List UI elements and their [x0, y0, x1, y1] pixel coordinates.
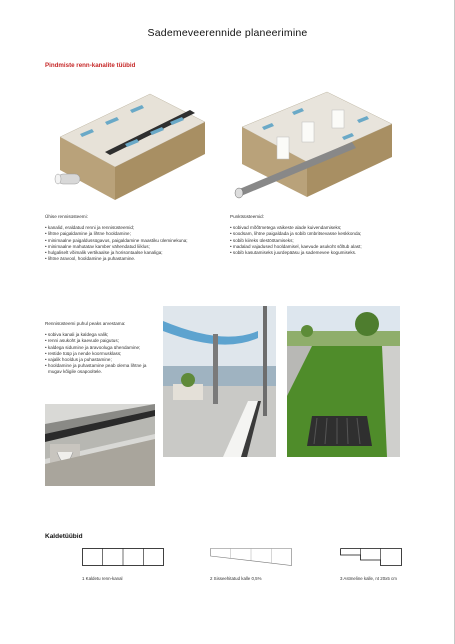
- considerations-text: [45, 321, 157, 376]
- list-item: • soodsam, lihtne paigaldada ja sobib ümbritsevasse keskkonda;: [230, 231, 405, 237]
- slope-caption-2: 2 Sisseehitatud kalle 0,5%: [210, 576, 262, 581]
- linear-channel-illustration: [50, 82, 210, 207]
- channel-cutaway-photo: [45, 404, 155, 486]
- list-item: • minimaalne paigaldussügavus, paigaldamine maastiku üleminekuna;: [45, 238, 205, 244]
- list-item: • restide tüüp ja nende koormusklass;: [45, 351, 157, 357]
- considerations-heading: Rennisüsteemi puhul peaks arvestama:: [45, 321, 126, 326]
- list-item: • lihtne äravool, hooldamine ja puhastamine.: [45, 256, 205, 262]
- point-system-text: [230, 214, 405, 256]
- page-subtitle: Pindmiste renn-kanalite tüübid: [45, 62, 136, 69]
- list-item: • madalad vajadused hooldamisel, kaevude asukoht sõltub alast;: [230, 244, 405, 250]
- bus-stop-photo: [163, 306, 276, 457]
- list-item: • sobiva kanali ja kaldega valik;: [45, 332, 157, 338]
- lawn-drain-photo: [287, 306, 400, 457]
- list-item: • renni asukoht ja kaevude paigutus;: [45, 338, 157, 344]
- linear-system-heading: Ühise rennisüsteemi:: [45, 214, 88, 219]
- point-system-heading: Punktsüsteemid:: [230, 214, 264, 219]
- slope-diagram-flat: [82, 548, 164, 566]
- point-drainage-illustration: [232, 82, 402, 207]
- list-item: • sobivad mõõtmetega väikeste alade kuivendamiseks;: [230, 225, 405, 231]
- list-item: • kanalid, eraldatud renni ja rennisüsteemid;: [45, 225, 205, 231]
- slope-caption-3: 3 Astmeline kalle, nt 20x5 cm: [340, 576, 397, 581]
- page-title: Sademeveerennide planeerimine: [147, 27, 308, 39]
- list-item: • minimaalne mahutatav kamber vähendatud liiklus;: [45, 244, 205, 250]
- list-item: • vajalik hooldus ja puhastamine;: [45, 357, 157, 363]
- slope-diagram-stepped: [340, 548, 402, 566]
- list-item: • hooldamine ja puhastamine peab olema lihtne ja mugav kõigile osapooltele.: [45, 363, 157, 375]
- list-item: • sobib kasutamiseks juurdepääsu ja sademevee kogumiseks.: [230, 250, 405, 256]
- linear-system-text: [45, 214, 205, 262]
- list-item: • lihtne paigaldamine ja lihtne hooldamine;: [45, 231, 205, 237]
- slope-caption-1: 1 Kaldetu renn-kanal: [82, 576, 123, 581]
- list-item: • hulgaliselt võimalik vertikaalse ja horisontaalse kanaliga;: [45, 250, 205, 256]
- list-item: • sobib kiireks ülestöötamiseks;: [230, 238, 405, 244]
- slope-diagram-built-in: [210, 548, 292, 566]
- slope-types-heading: Kaldetüübid: [45, 533, 83, 540]
- list-item: • kaldega sidumine ja äravooluga ühendamine;: [45, 345, 157, 351]
